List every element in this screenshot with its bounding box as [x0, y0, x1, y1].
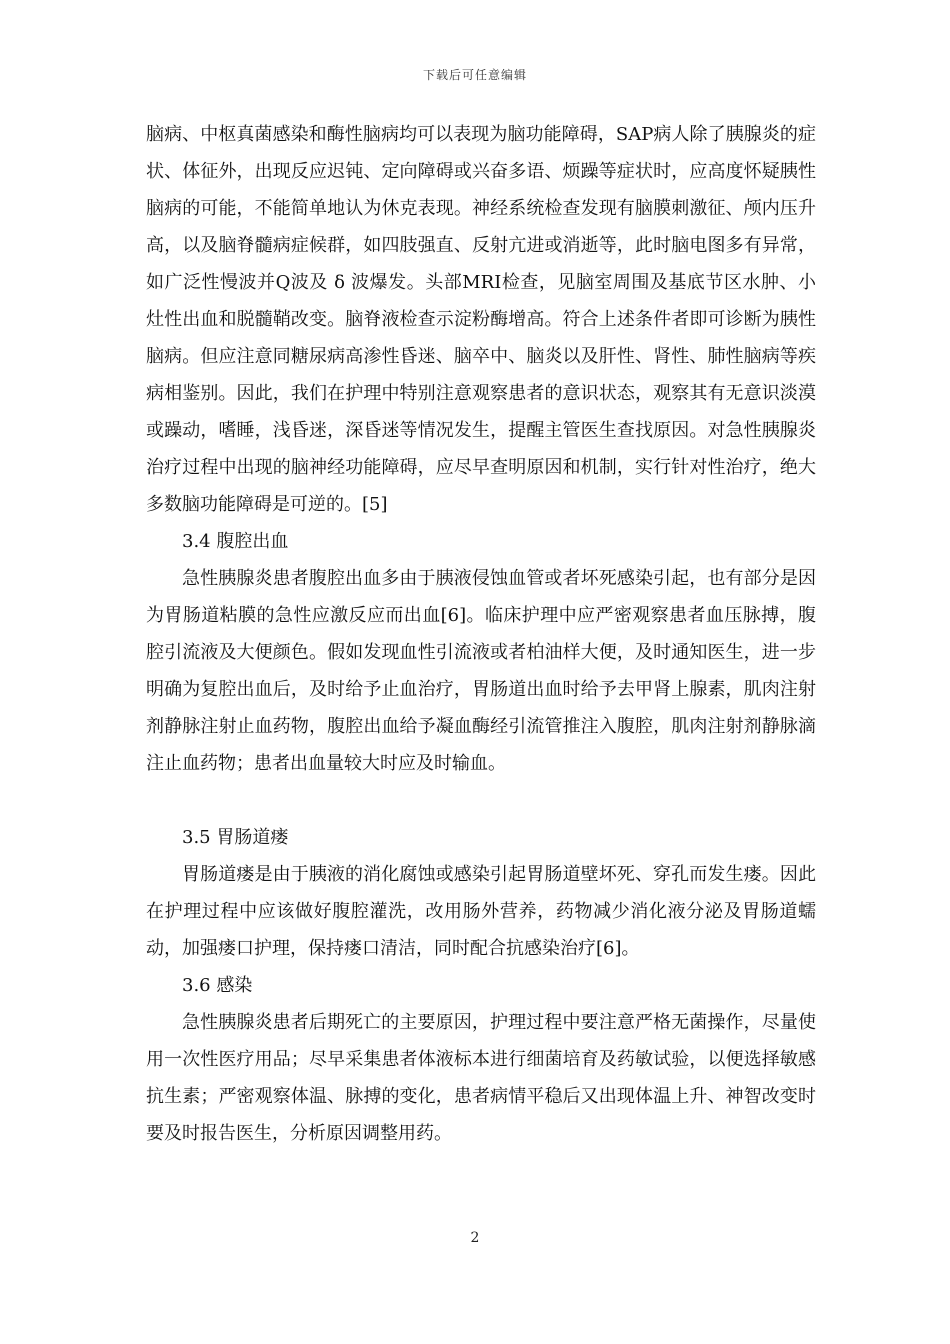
- page-header: 下载后可任意编辑: [422, 68, 527, 82]
- paragraph-spacer: [146, 782, 816, 819]
- section-heading-3-5: 3.5 胃肠道瘘: [182, 827, 289, 848]
- paragraph-infection: 急性胰腺炎患者后期死亡的主要原因，护理过程中要注意严格无菌操作，尽量使用一次性医疗用品；尽早采集患者体液标本进行细菌培育及药敏试验，以便选择敏感抗生素；严密观察体温、脉搏的变化，患者病情平稳后又出现体温上升、神智改变时要及时报告医生，分析原因调整用药。: [146, 1012, 816, 1144]
- section-heading-3-4: 3.4 腹腔出血: [182, 531, 289, 552]
- document-body: [146, 116, 816, 1152]
- paragraph-encephalopathy: 脑病、中枢真菌感染和酶性脑病均可以表现为脑功能障碍，SAP病人除了胰腺炎的症状、体征外，出现反应迟钝、定向障碍或兴奋多语、烦躁等症状时，应高度怀疑胰性脑病的可能，不能简单地认为休克表现。神经系统检查发现有脑膜刺激征、颅内压升高，以及脑脊髓病症候群，如四肢强直、反射亢进或消逝等，此时脑电图多有异常，如广泛性慢波并Q波及 δ 波爆发。头部MRI检查，见脑室周围及基底节区水肿、小灶性出血和脱髓鞘改变。脑脊液检查示淀粉酶增高。符合上述条件者即可诊断为胰性脑病。但应注意同糖尿病高渗性昏迷、脑卒中、脑炎以及肝性、肾性、肺性脑病等疾病相鉴别。因此，我们在护理中特别注意观察患者的意识状态，观察其有无意识淡漠或躁动，嗜睡，浅昏迷，深昏迷等情况发生，提醒主管医生查找原因。对急性胰腺炎治疗过程中出现的脑神经功能障碍，应尽早查明原因和机制，实行针对性治疗，绝大多数脑功能障碍是可逆的。[5]: [146, 124, 816, 515]
- page-number: 2: [470, 1230, 480, 1246]
- section-heading-3-6: 3.6 感染: [182, 975, 253, 996]
- paragraph-gi-fistula: 胃肠道瘘是由于胰液的消化腐蚀或感染引起胃肠道壁坏死、穿孔而发生瘘。因此在护理过程中应该做好腹腔灌洗，改用肠外营养，药物减少消化液分泌及胃肠道蠕动，加强瘘口护理，保持瘘口清洁，同时配合抗感染治疗[6]。: [146, 864, 816, 959]
- paragraph-abdominal-bleeding: 急性胰腺炎患者腹腔出血多由于胰液侵蚀血管或者坏死感染引起，也有部分是因为胃肠道粘膜的急性应激反应而出血[6]。临床护理中应严密观察患者血压脉搏，腹腔引流液及大便颜色。假如发现血性引流液或者柏油样大便，及时通知医生，进一步明确为复腔出血后，及时给予止血治疗，胃肠道出血时给予去甲肾上腺素，肌肉注射剂静脉注射止血药物，腹腔出血给予凝血酶经引流管推注入腹腔，肌肉注射剂静脉滴注止血药物；患者出血量较大时应及时输血。: [146, 568, 816, 774]
